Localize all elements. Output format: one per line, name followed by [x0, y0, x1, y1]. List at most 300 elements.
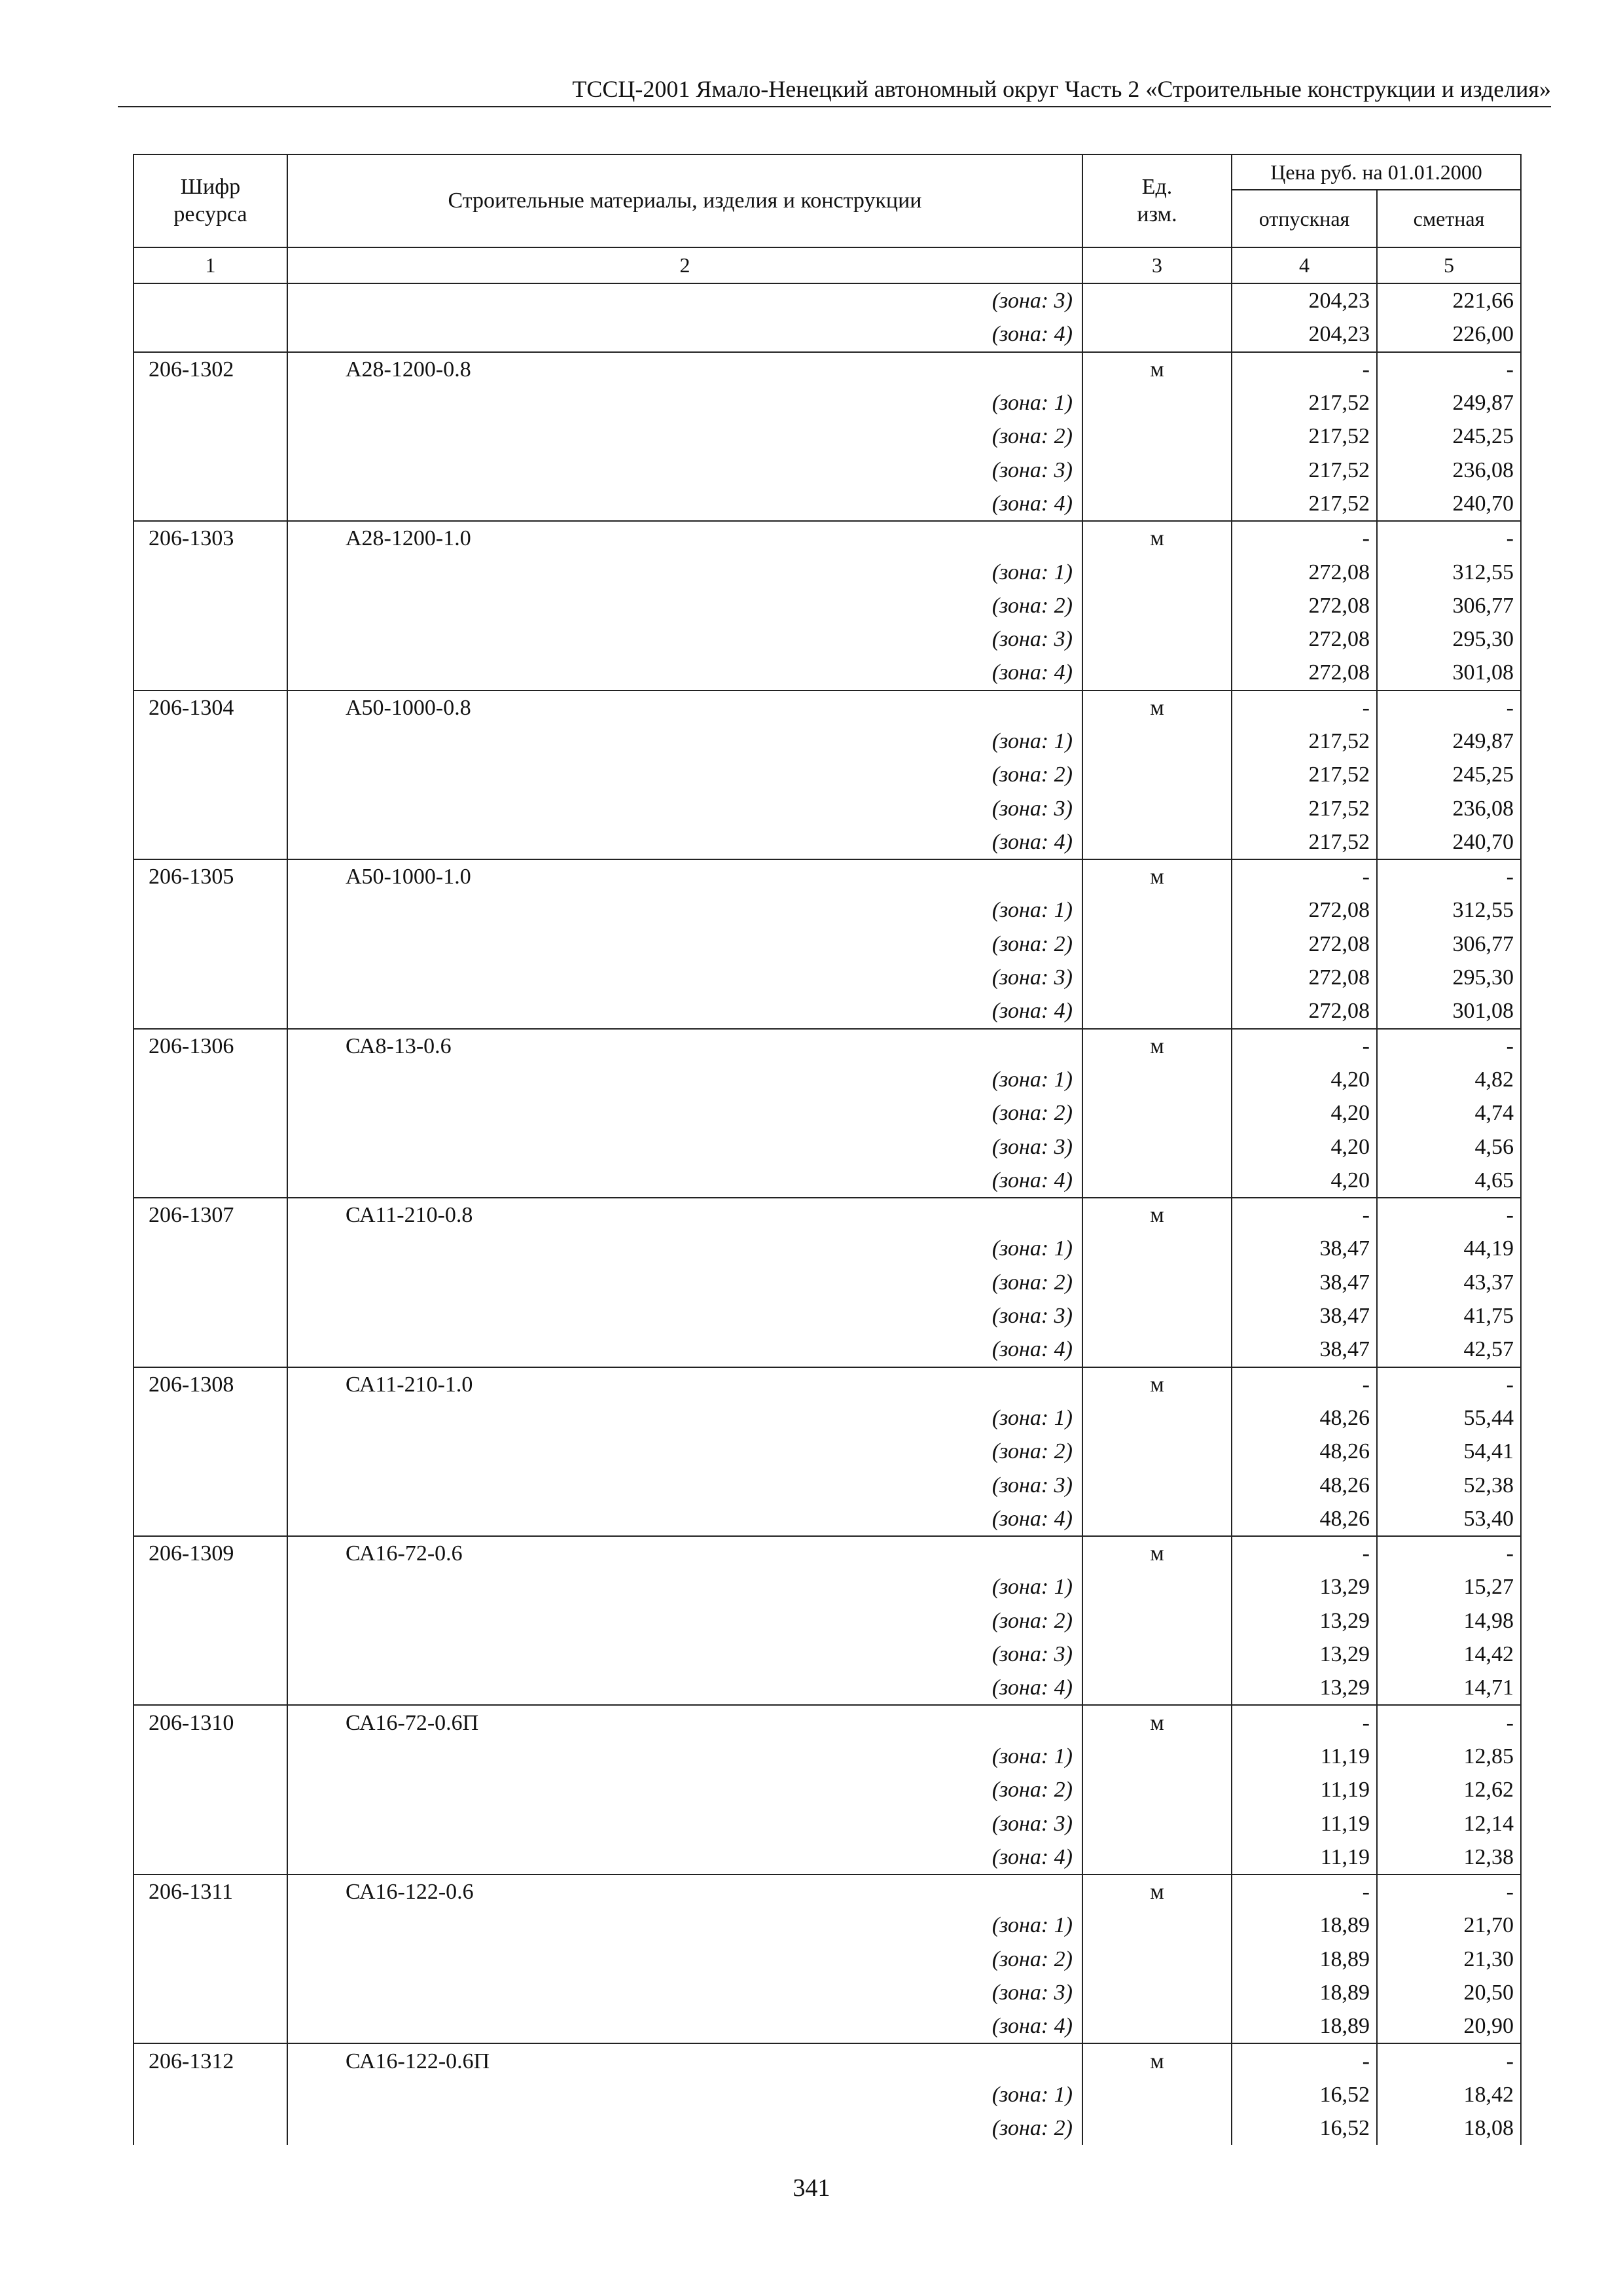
- zone-row: [134, 961, 1521, 994]
- wholesale-price: -: [1232, 1367, 1377, 1401]
- resource-code: 206-1308: [134, 1367, 287, 1401]
- estimate-price: 12,14: [1377, 1806, 1521, 1840]
- unit-cell: [1082, 283, 1232, 317]
- unit-cell: [1082, 1130, 1232, 1163]
- unit-cell: [1082, 1266, 1232, 1299]
- zone-label: (зона: 4): [287, 487, 1082, 521]
- estimate-price: 236,08: [1377, 791, 1521, 825]
- zone-row: [134, 1638, 1521, 1671]
- unit-cell: [1082, 1333, 1232, 1367]
- zone-row: [134, 420, 1521, 453]
- wholesale-price: 217,52: [1232, 725, 1377, 758]
- unit-cell: [1082, 1671, 1232, 1705]
- wholesale-price: 4,20: [1232, 1164, 1377, 1198]
- wholesale-price: -: [1232, 521, 1377, 555]
- wholesale-price: 13,29: [1232, 1604, 1377, 1638]
- unit-cell: [1082, 893, 1232, 927]
- unit-cell: [1082, 2078, 1232, 2111]
- wholesale-price: 217,52: [1232, 420, 1377, 453]
- zone-row: [134, 1299, 1521, 1333]
- wholesale-price: 204,23: [1232, 317, 1377, 351]
- table-header: [134, 154, 1521, 283]
- item-name: СА16-122-0.6П: [287, 2043, 1082, 2077]
- item-name: СА16-72-0.6П: [287, 1705, 1082, 1739]
- wholesale-price: -: [1232, 1705, 1377, 1739]
- estimate-price: -: [1377, 2043, 1521, 2077]
- unit-cell: [1082, 317, 1232, 351]
- wholesale-price: 38,47: [1232, 1266, 1377, 1299]
- unit-cell: [1082, 1401, 1232, 1435]
- estimate-price: 240,70: [1377, 487, 1521, 521]
- resource-code-cell: [134, 1164, 287, 1198]
- estimate-price: -: [1377, 859, 1521, 893]
- table-row: [134, 352, 1521, 386]
- resource-code-cell: [134, 1976, 287, 2009]
- wholesale-price: 272,08: [1232, 656, 1377, 690]
- unit-cell: [1082, 1604, 1232, 1638]
- resource-code-cell: [134, 1468, 287, 1501]
- resource-code-cell: [134, 1502, 287, 1536]
- column-number: 3: [1082, 247, 1232, 283]
- zone-label: (зона: 3): [287, 453, 1082, 486]
- resource-code-cell: [134, 994, 287, 1028]
- estimate-price: 12,38: [1377, 1840, 1521, 1874]
- resource-code: 206-1310: [134, 1705, 287, 1739]
- zone-row: [134, 825, 1521, 859]
- estimate-price: 18,08: [1377, 2111, 1521, 2145]
- estimate-price: 249,87: [1377, 386, 1521, 420]
- item-name: А50-1000-1.0: [287, 859, 1082, 893]
- wholesale-price: 38,47: [1232, 1232, 1377, 1265]
- zone-label: (зона: 3): [287, 622, 1082, 656]
- estimate-price: 44,19: [1377, 1232, 1521, 1265]
- resource-code-cell: [134, 622, 287, 656]
- wholesale-price: 38,47: [1232, 1333, 1377, 1367]
- wholesale-price: 13,29: [1232, 1570, 1377, 1604]
- zone-label: (зона: 1): [287, 1401, 1082, 1435]
- estimate-price: -: [1377, 1536, 1521, 1570]
- zone-row: [134, 893, 1521, 927]
- table-row: [134, 1367, 1521, 1401]
- zone-label: (зона: 3): [287, 961, 1082, 994]
- wholesale-price: 272,08: [1232, 927, 1377, 961]
- estimate-price: 306,77: [1377, 589, 1521, 622]
- unit-cell: [1082, 1740, 1232, 1773]
- wholesale-price: 217,52: [1232, 791, 1377, 825]
- unit-cell: [1082, 1063, 1232, 1096]
- zone-row: [134, 555, 1521, 588]
- zone-row: [134, 1266, 1521, 1299]
- item-name: СА11-210-1.0: [287, 1367, 1082, 1401]
- estimate-price: 14,98: [1377, 1604, 1521, 1638]
- zone-row: [134, 2009, 1521, 2043]
- estimate-price: 55,44: [1377, 1401, 1521, 1435]
- zone-row: [134, 2078, 1521, 2111]
- item-name: А28-1200-1.0: [287, 521, 1082, 555]
- estimate-price: -: [1377, 691, 1521, 725]
- zone-row: [134, 994, 1521, 1028]
- wholesale-price: 13,29: [1232, 1638, 1377, 1671]
- wholesale-price: 272,08: [1232, 994, 1377, 1028]
- estimate-price: 312,55: [1377, 555, 1521, 588]
- zone-label: (зона: 4): [287, 994, 1082, 1028]
- resource-code-cell: [134, 725, 287, 758]
- zone-row: [134, 1976, 1521, 2009]
- resource-code-cell: [134, 1299, 287, 1333]
- resource-code: 206-1311: [134, 1874, 287, 1909]
- unit-cell: [1082, 420, 1232, 453]
- zone-row: [134, 1604, 1521, 1638]
- estimate-price: -: [1377, 352, 1521, 386]
- zone-row: [134, 758, 1521, 791]
- unit-cell: м: [1082, 2043, 1232, 2077]
- zone-label: (зона: 1): [287, 1740, 1082, 1773]
- zone-label: (зона: 2): [287, 1773, 1082, 1806]
- estimate-price: 245,25: [1377, 758, 1521, 791]
- estimate-price: 249,87: [1377, 725, 1521, 758]
- unit-cell: [1082, 1468, 1232, 1501]
- zone-row: [134, 1468, 1521, 1501]
- zone-label: (зона: 4): [287, 1164, 1082, 1198]
- item-name: СА16-72-0.6: [287, 1536, 1082, 1570]
- resource-code-cell: [134, 555, 287, 588]
- estimate-price: 20,50: [1377, 1976, 1521, 2009]
- table-row: [134, 1536, 1521, 1570]
- estimate-price: 301,08: [1377, 994, 1521, 1028]
- table-row: [134, 1874, 1521, 1909]
- estimate-price: 4,82: [1377, 1063, 1521, 1096]
- unit-cell: [1082, 825, 1232, 859]
- zone-row: [134, 1740, 1521, 1773]
- zone-row: [134, 1840, 1521, 1874]
- estimate-price: -: [1377, 1874, 1521, 1909]
- wholesale-price: -: [1232, 1536, 1377, 1570]
- estimate-price: 295,30: [1377, 622, 1521, 656]
- zone-row: [134, 1232, 1521, 1265]
- wholesale-price: 272,08: [1232, 893, 1377, 927]
- zone-row: [134, 622, 1521, 656]
- zone-row: [134, 725, 1521, 758]
- unit-cell: м: [1082, 521, 1232, 555]
- estimate-price: 52,38: [1377, 1468, 1521, 1501]
- unit-cell: м: [1082, 1536, 1232, 1570]
- table-body: [134, 283, 1521, 2145]
- zone-row: [134, 1333, 1521, 1367]
- unit-cell: [1082, 1096, 1232, 1130]
- resource-code-cell: [134, 1435, 287, 1468]
- resource-code-cell: [134, 656, 287, 690]
- resource-code-cell: [134, 1773, 287, 1806]
- estimate-price: 295,30: [1377, 961, 1521, 994]
- unit-cell: [1082, 791, 1232, 825]
- header-code: Шифр ресурса: [134, 154, 287, 247]
- zone-label: (зона: 3): [287, 1130, 1082, 1163]
- resource-code: 206-1312: [134, 2043, 287, 2077]
- estimate-price: -: [1377, 1198, 1521, 1232]
- wholesale-price: 16,52: [1232, 2078, 1377, 2111]
- estimate-price: 41,75: [1377, 1299, 1521, 1333]
- item-name: СА8-13-0.6: [287, 1029, 1082, 1063]
- wholesale-price: 48,26: [1232, 1502, 1377, 1536]
- column-number: 1: [134, 247, 287, 283]
- wholesale-price: -: [1232, 691, 1377, 725]
- page-number: 341: [793, 2174, 830, 2202]
- table-row: [134, 1198, 1521, 1232]
- resource-code-cell: [134, 2111, 287, 2145]
- column-number: 5: [1377, 247, 1521, 283]
- resource-code: 206-1303: [134, 521, 287, 555]
- resource-code-cell: [134, 453, 287, 486]
- wholesale-price: 48,26: [1232, 1435, 1377, 1468]
- resource-code: 206-1309: [134, 1536, 287, 1570]
- header-wholesale: отпускная: [1232, 190, 1377, 247]
- wholesale-price: -: [1232, 859, 1377, 893]
- zone-label: (зона: 2): [287, 1435, 1082, 1468]
- resource-code-cell: [134, 825, 287, 859]
- zone-row: [134, 656, 1521, 690]
- resource-code-cell: [134, 1740, 287, 1773]
- zone-label: (зона: 3): [287, 1976, 1082, 2009]
- estimate-price: 226,00: [1377, 317, 1521, 351]
- estimate-price: 21,30: [1377, 1943, 1521, 1976]
- zone-row: [134, 317, 1521, 351]
- header-estimate: сметная: [1377, 190, 1521, 247]
- unit-cell: [1082, 386, 1232, 420]
- resource-code-cell: [134, 893, 287, 927]
- estimate-price: -: [1377, 1367, 1521, 1401]
- column-number-row: [134, 247, 1521, 283]
- zone-row: [134, 1063, 1521, 1096]
- zone-row: [134, 927, 1521, 961]
- column-number: 2: [287, 247, 1082, 283]
- unit-cell: [1082, 961, 1232, 994]
- zone-label: (зона: 1): [287, 386, 1082, 420]
- unit-cell: [1082, 1299, 1232, 1333]
- resource-code-cell: [134, 1840, 287, 1874]
- zone-label: (зона: 4): [287, 1333, 1082, 1367]
- estimate-price: 236,08: [1377, 453, 1521, 486]
- wholesale-price: 18,89: [1232, 2009, 1377, 2043]
- unit-cell: [1082, 725, 1232, 758]
- wholesale-price: 4,20: [1232, 1063, 1377, 1096]
- resource-code-cell: [134, 1266, 287, 1299]
- unit-cell: [1082, 1806, 1232, 1840]
- wholesale-price: 204,23: [1232, 283, 1377, 317]
- unit-cell: [1082, 2009, 1232, 2043]
- header-name: Строительные материалы, изделия и конструкции: [287, 154, 1082, 247]
- resource-code-cell: [134, 1671, 287, 1705]
- zone-row: [134, 1570, 1521, 1604]
- wholesale-price: 48,26: [1232, 1468, 1377, 1501]
- estimate-price: 312,55: [1377, 893, 1521, 927]
- estimate-price: 221,66: [1377, 283, 1521, 317]
- zone-label: (зона: 4): [287, 1502, 1082, 1536]
- zone-label: (зона: 1): [287, 893, 1082, 927]
- zone-label: (зона: 2): [287, 589, 1082, 622]
- wholesale-price: 217,52: [1232, 453, 1377, 486]
- zone-label: (зона: 2): [287, 1604, 1082, 1638]
- estimate-price: 4,74: [1377, 1096, 1521, 1130]
- resource-code-cell: [134, 1130, 287, 1163]
- zone-row: [134, 453, 1521, 486]
- zone-label: (зона: 1): [287, 1570, 1082, 1604]
- resource-code: 206-1306: [134, 1029, 287, 1063]
- zone-row: [134, 1773, 1521, 1806]
- resource-code-cell: [134, 2078, 287, 2111]
- unit-cell: [1082, 1638, 1232, 1671]
- zone-row: [134, 283, 1521, 317]
- estimate-price: 43,37: [1377, 1266, 1521, 1299]
- zone-row: [134, 1435, 1521, 1468]
- resource-code-cell: [134, 1096, 287, 1130]
- resource-code: 206-1302: [134, 352, 287, 386]
- estimate-price: 53,40: [1377, 1502, 1521, 1536]
- wholesale-price: 18,89: [1232, 1976, 1377, 2009]
- unit-cell: [1082, 555, 1232, 588]
- resource-code-cell: [134, 758, 287, 791]
- resource-code-cell: [134, 1943, 287, 1976]
- zone-label: (зона: 4): [287, 1671, 1082, 1705]
- zone-label: (зона: 1): [287, 1909, 1082, 1942]
- zone-label: (зона: 2): [287, 1266, 1082, 1299]
- wholesale-price: 11,19: [1232, 1806, 1377, 1840]
- estimate-price: 12,62: [1377, 1773, 1521, 1806]
- unit-cell: [1082, 589, 1232, 622]
- zone-label: (зона: 2): [287, 1943, 1082, 1976]
- resource-code-cell: [134, 317, 287, 351]
- zone-row: [134, 487, 1521, 521]
- table-row: [134, 691, 1521, 725]
- estimate-price: -: [1377, 521, 1521, 555]
- wholesale-price: 4,20: [1232, 1130, 1377, 1163]
- estimate-price: 12,85: [1377, 1740, 1521, 1773]
- zone-label: (зона: 3): [287, 791, 1082, 825]
- running-header: ТССЦ-2001 Ямало-Ненецкий автономный округ Часть 2 «Строительные конструкции и изделия»: [572, 76, 1551, 102]
- zone-label: (зона: 1): [287, 1232, 1082, 1265]
- header-unit: Ед. изм.: [1082, 154, 1232, 247]
- estimate-price: 42,57: [1377, 1333, 1521, 1367]
- zone-label: (зона: 4): [287, 825, 1082, 859]
- unit-cell: [1082, 487, 1232, 521]
- unit-cell: м: [1082, 1705, 1232, 1739]
- zone-row: [134, 1943, 1521, 1976]
- wholesale-price: 18,89: [1232, 1943, 1377, 1976]
- resource-code-cell: [134, 2009, 287, 2043]
- unit-cell: м: [1082, 1874, 1232, 1909]
- zone-label: (зона: 4): [287, 1840, 1082, 1874]
- wholesale-price: 272,08: [1232, 589, 1377, 622]
- zone-label: (зона: 1): [287, 725, 1082, 758]
- zone-label: (зона: 4): [287, 656, 1082, 690]
- unit-cell: [1082, 1840, 1232, 1874]
- resource-code-cell: [134, 1401, 287, 1435]
- estimate-price: 54,41: [1377, 1435, 1521, 1468]
- item-name: А28-1200-0.8: [287, 352, 1082, 386]
- zone-label: (зона: 4): [287, 2009, 1082, 2043]
- unit-cell: [1082, 2111, 1232, 2145]
- unit-cell: м: [1082, 352, 1232, 386]
- item-name: СА16-122-0.6: [287, 1874, 1082, 1909]
- estimate-price: 301,08: [1377, 656, 1521, 690]
- wholesale-price: 272,08: [1232, 555, 1377, 588]
- unit-cell: [1082, 1435, 1232, 1468]
- zone-row: [134, 1671, 1521, 1705]
- zone-label: (зона: 1): [287, 555, 1082, 588]
- unit-cell: [1082, 1164, 1232, 1198]
- estimate-price: 240,70: [1377, 825, 1521, 859]
- zone-label: (зона: 2): [287, 420, 1082, 453]
- wholesale-price: 18,89: [1232, 1909, 1377, 1942]
- unit-cell: [1082, 1909, 1232, 1942]
- estimate-price: 4,56: [1377, 1130, 1521, 1163]
- item-name: А50-1000-0.8: [287, 691, 1082, 725]
- resource-code-cell: [134, 1909, 287, 1942]
- wholesale-price: 11,19: [1232, 1773, 1377, 1806]
- estimate-price: -: [1377, 1029, 1521, 1063]
- estimate-price: 20,90: [1377, 2009, 1521, 2043]
- zone-row: [134, 1130, 1521, 1163]
- zone-label: (зона: 3): [287, 1638, 1082, 1671]
- resource-code-cell: [134, 961, 287, 994]
- wholesale-price: 13,29: [1232, 1671, 1377, 1705]
- resource-code-cell: [134, 791, 287, 825]
- wholesale-price: -: [1232, 1874, 1377, 1909]
- wholesale-price: 38,47: [1232, 1299, 1377, 1333]
- wholesale-price: 272,08: [1232, 961, 1377, 994]
- wholesale-price: 217,52: [1232, 386, 1377, 420]
- table-row: [134, 1705, 1521, 1739]
- unit-cell: [1082, 1232, 1232, 1265]
- unit-cell: м: [1082, 1029, 1232, 1063]
- resource-code-cell: [134, 1063, 287, 1096]
- zone-row: [134, 589, 1521, 622]
- zone-label: (зона: 4): [287, 317, 1082, 351]
- unit-cell: [1082, 453, 1232, 486]
- header-price-group: Цена руб. на 01.01.2000: [1232, 154, 1521, 190]
- zone-label: (зона: 2): [287, 2111, 1082, 2145]
- zone-row: [134, 1909, 1521, 1942]
- zone-label: (зона: 3): [287, 1806, 1082, 1840]
- estimate-price: 306,77: [1377, 927, 1521, 961]
- resource-code-cell: [134, 589, 287, 622]
- wholesale-price: -: [1232, 1198, 1377, 1232]
- zone-row: [134, 1401, 1521, 1435]
- estimate-price: 14,42: [1377, 1638, 1521, 1671]
- zone-row: [134, 1096, 1521, 1130]
- estimate-price: 245,25: [1377, 420, 1521, 453]
- table-row: [134, 859, 1521, 893]
- zone-label: (зона: 3): [287, 1299, 1082, 1333]
- zone-label: (зона: 2): [287, 927, 1082, 961]
- estimate-price: -: [1377, 1705, 1521, 1739]
- estimate-price: 15,27: [1377, 1570, 1521, 1604]
- resource-code-cell: [134, 420, 287, 453]
- zone-row: [134, 1164, 1521, 1198]
- resource-code-cell: [134, 927, 287, 961]
- zone-row: [134, 386, 1521, 420]
- zone-row: [134, 1806, 1521, 1840]
- resource-code-cell: [134, 386, 287, 420]
- unit-cell: [1082, 1943, 1232, 1976]
- unit-cell: [1082, 927, 1232, 961]
- wholesale-price: 48,26: [1232, 1401, 1377, 1435]
- wholesale-price: 272,08: [1232, 622, 1377, 656]
- unit-cell: м: [1082, 859, 1232, 893]
- wholesale-price: -: [1232, 2043, 1377, 2077]
- unit-cell: м: [1082, 1367, 1232, 1401]
- estimate-price: 21,70: [1377, 1909, 1521, 1942]
- wholesale-price: 217,52: [1232, 825, 1377, 859]
